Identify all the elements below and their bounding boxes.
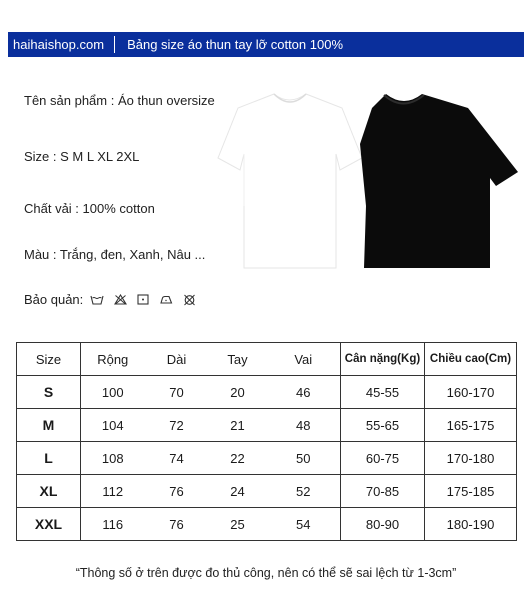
table-cell: 25 xyxy=(209,508,267,541)
care-icon-group xyxy=(90,294,196,306)
table-cell: 100 xyxy=(81,376,145,409)
table-row xyxy=(17,442,517,475)
table-cell: 76 xyxy=(145,475,209,508)
table-cell: 48 xyxy=(267,409,341,442)
table-cell: 52 xyxy=(267,475,341,508)
table-cell: 72 xyxy=(145,409,209,442)
size-cell: XL xyxy=(17,475,81,508)
table-cell: 54 xyxy=(267,508,341,541)
table-cell: 70 xyxy=(145,376,209,409)
table-row xyxy=(17,409,517,442)
iron-icon xyxy=(159,294,173,305)
table-cell: 55-65 xyxy=(341,409,425,442)
table-cell: 22 xyxy=(209,442,267,475)
size-list: Size : S M L XL 2XL xyxy=(24,149,140,164)
header-banner xyxy=(8,32,524,57)
table-cell: 24 xyxy=(209,475,267,508)
table-cell: 74 xyxy=(145,442,209,475)
column-header: Dài xyxy=(145,343,209,376)
size-cell: M xyxy=(17,409,81,442)
column-header: Tay xyxy=(209,343,267,376)
care-label: Bảo quản: xyxy=(24,292,84,307)
size-chart xyxy=(16,342,516,542)
table-cell: 21 xyxy=(209,409,267,442)
column-header: Size xyxy=(17,343,81,376)
table-cell: 112 xyxy=(81,475,145,508)
care-instructions xyxy=(24,292,196,307)
measurement-note: “Thông số ở trên được đo thủ công, nên có thể sẽ sai lệch từ 1-3cm” xyxy=(75,566,457,580)
product-name: Tên sản phẩm : Áo thun oversize xyxy=(24,93,215,108)
table-row xyxy=(17,376,517,409)
page-title: Bảng size áo thun tay lỡ cotton 100% xyxy=(127,37,344,52)
white-tshirt-image xyxy=(218,94,362,268)
table-cell: 76 xyxy=(145,508,209,541)
shop-name[interactable]: haihaishop.com xyxy=(13,37,105,52)
wash-icon xyxy=(90,294,104,305)
table-cell: 46 xyxy=(267,376,341,409)
black-tshirt-image xyxy=(360,94,518,268)
table-cell: 70-85 xyxy=(341,475,425,508)
table-cell: 160-170 xyxy=(425,376,517,409)
column-header: Rộng xyxy=(81,343,145,376)
table-cell: 20 xyxy=(209,376,267,409)
size-cell: S xyxy=(17,376,81,409)
color-info: Màu : Trắng, đen, Xanh, Nâu ... xyxy=(24,247,206,262)
table-cell: 116 xyxy=(81,508,145,541)
table-cell: 60-75 xyxy=(341,442,425,475)
size-cell: XXL xyxy=(17,508,81,541)
column-header: Cân nặng(Kg) xyxy=(341,343,425,376)
size-table xyxy=(16,342,517,541)
column-header: Vai xyxy=(267,343,341,376)
banner-separator xyxy=(114,36,115,53)
tumble-dry-icon xyxy=(137,294,149,305)
table-row xyxy=(17,508,517,541)
table-body xyxy=(17,376,517,541)
size-cell: L xyxy=(17,442,81,475)
table-cell: 45-55 xyxy=(341,376,425,409)
table-cell: 80-90 xyxy=(341,508,425,541)
table-cell: 108 xyxy=(81,442,145,475)
no-dry-clean-icon xyxy=(183,294,196,306)
table-header-row xyxy=(17,343,517,376)
table-cell: 175-185 xyxy=(425,475,517,508)
table-cell: 180-190 xyxy=(425,508,517,541)
table-cell: 170-180 xyxy=(425,442,517,475)
column-header: Chiều cao(Cm) xyxy=(425,343,517,376)
table-cell: 165-175 xyxy=(425,409,517,442)
table-cell: 104 xyxy=(81,409,145,442)
table-cell: 50 xyxy=(267,442,341,475)
no-bleach-icon xyxy=(114,294,127,305)
table-row xyxy=(17,475,517,508)
product-images xyxy=(214,86,520,270)
fabric-info: Chất vải : 100% cotton xyxy=(24,201,155,216)
